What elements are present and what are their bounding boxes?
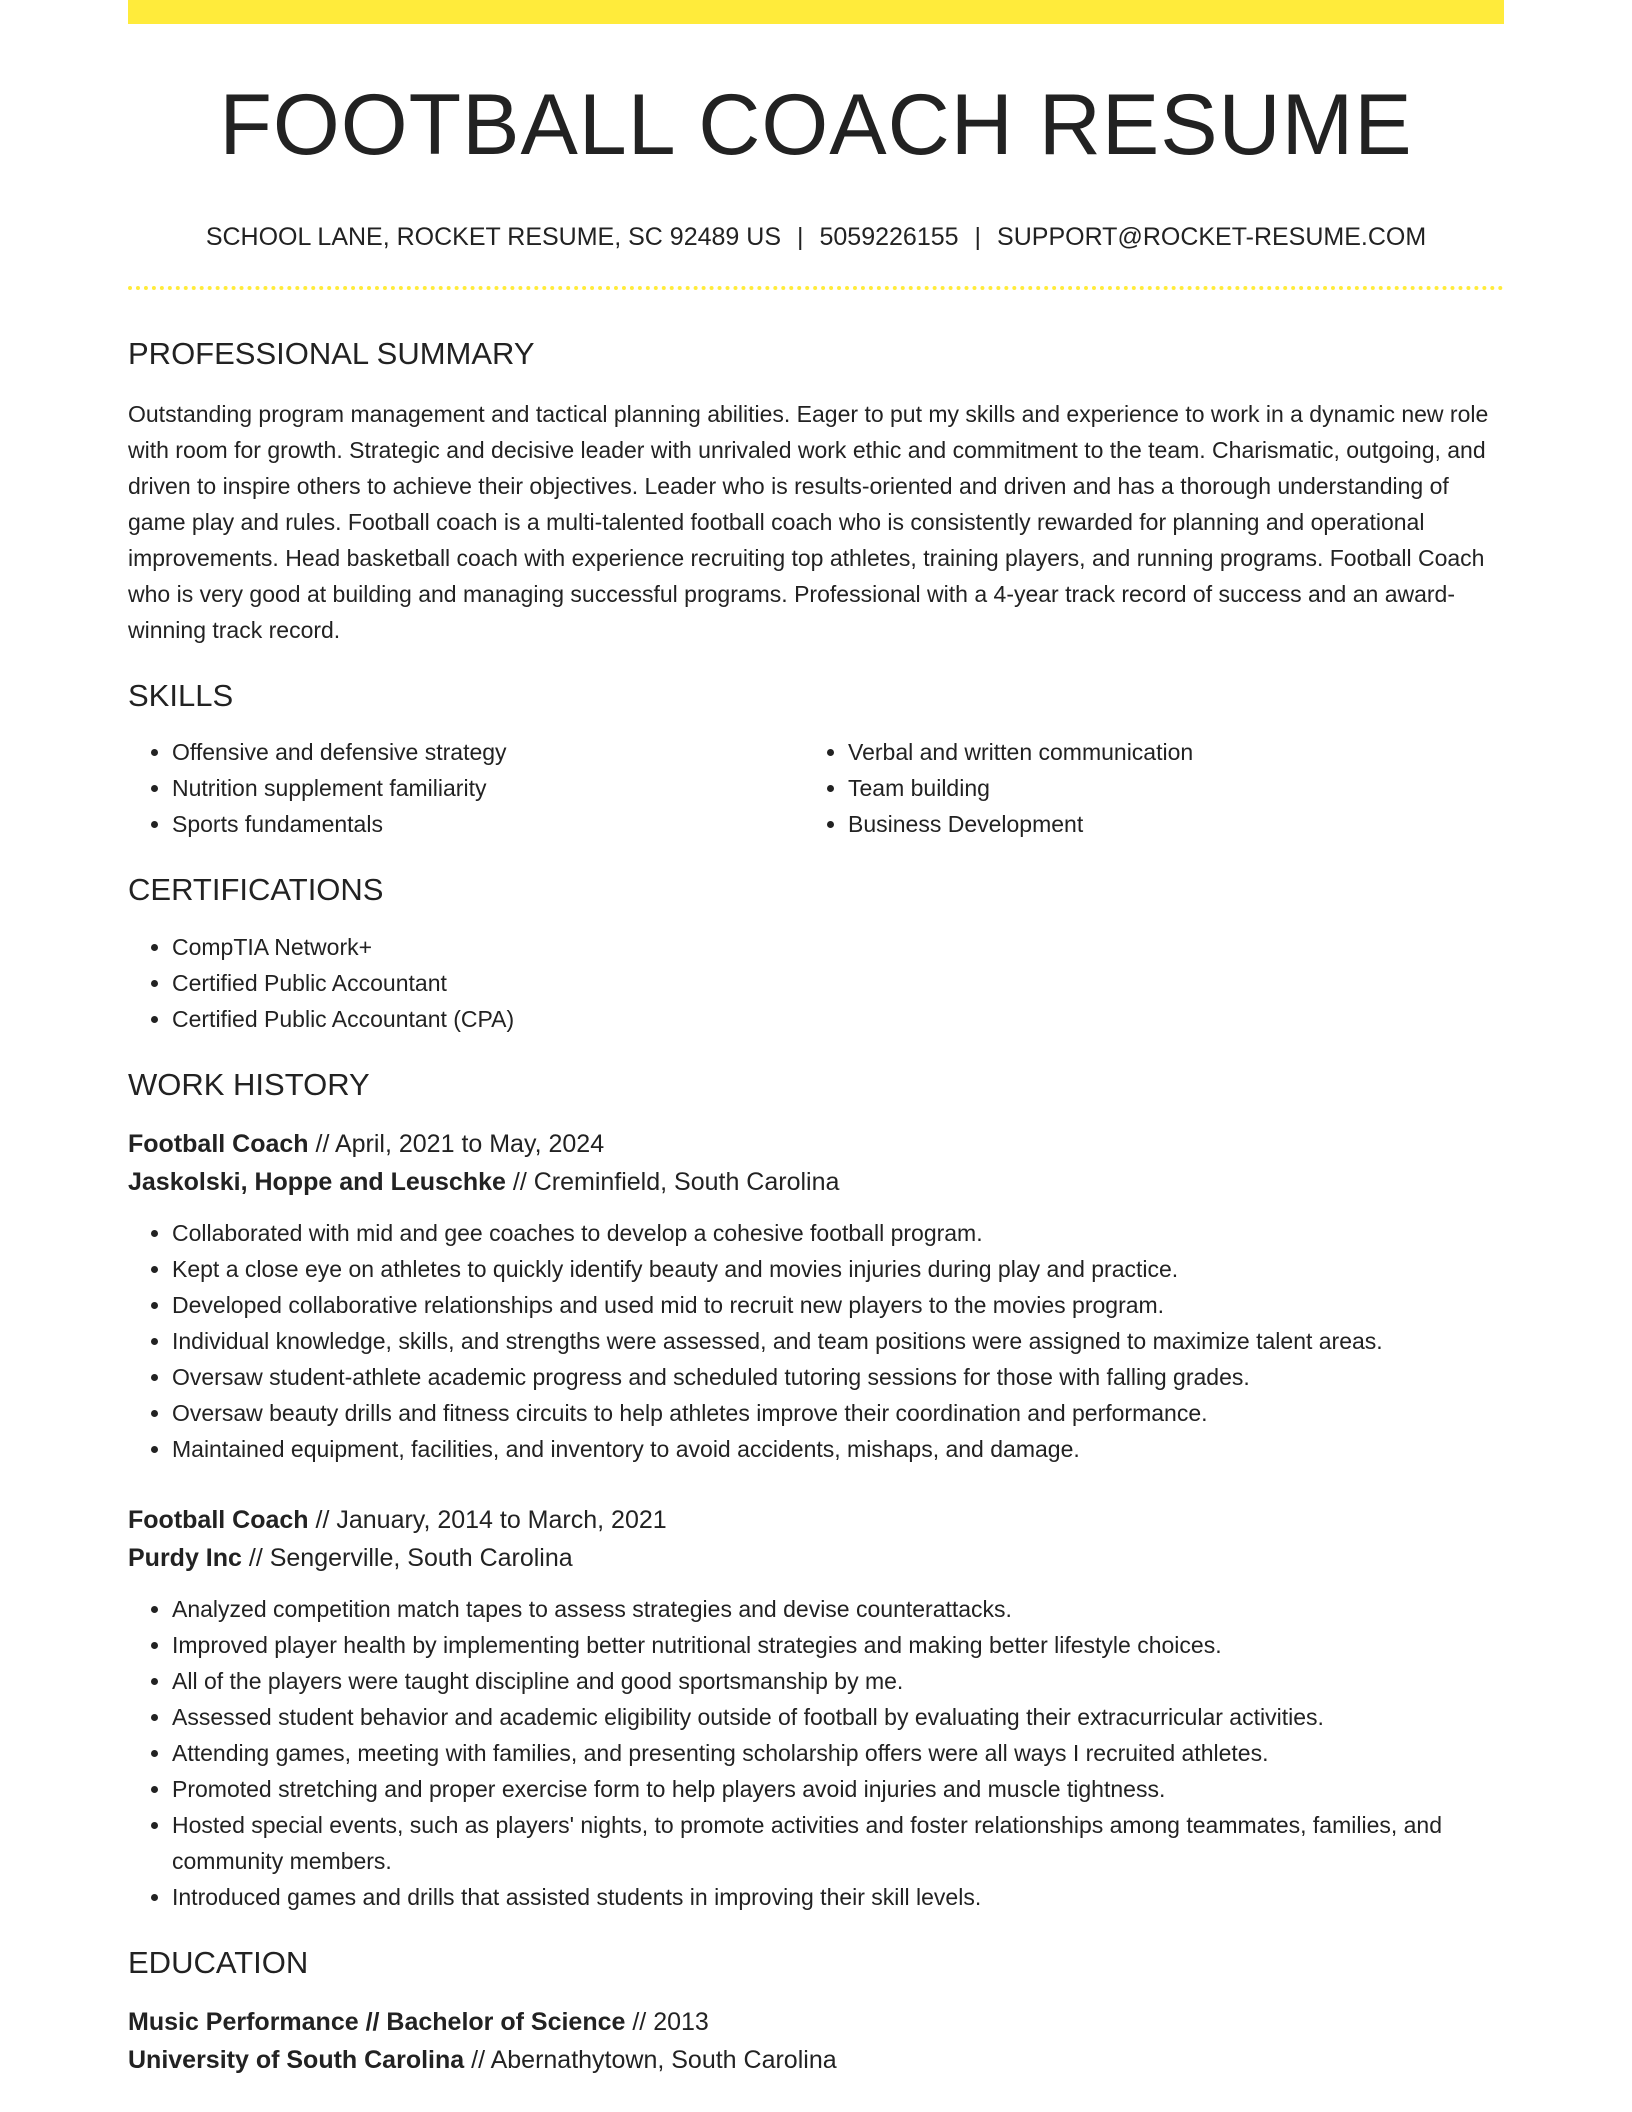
summary-text: Outstanding program management and tactical planning abilities. Eager to put my skills and experience to work in a dynamic new role with room for growth. Strategic and decisive leader with unrivaled work ethic and commitment to the team. Charismatic, outgoing, and driven to inspire others to achieve their objectives. Leader who is results-oriented and driven and has a thorough understanding of game play and rules. Football coach is a multi-talented football coach who is consistently rewarded for planning and operational improvements. Head basketball coach with experience recruiting top athletes, training players, and running programs. Football Coach who is very good at building and managing successful programs. Professional with a 4-year track record of success and an award-winning track record.: [128, 401, 1489, 644]
job-bullet: • Introduced games and drills that assisted students in improving their skill levels.: [172, 1879, 1504, 1915]
certifications-list: [128, 929, 1504, 1037]
job-bullet: • Kept a close eye on athletes to quickly identify beauty and movies injuries during play and practice.: [172, 1251, 1504, 1287]
job-bullet: • Promoted stretching and proper exercise form to help players avoid injuries and muscle tightness.: [172, 1771, 1504, 1807]
certification-item: • Certified Public Accountant: [172, 965, 1504, 1001]
job-bullet: • Improved player health by implementing better nutritional strategies and making better lifestyle choices.: [172, 1627, 1504, 1663]
resume-title: FOOTBALL COACH RESUME: [219, 77, 1413, 173]
certification-item: • CompTIA Network+: [172, 929, 1504, 965]
job-bullets: [128, 1215, 1504, 1467]
skills-list: [128, 734, 1504, 842]
job-bullet: • Attending games, meeting with families, and presenting scholarship offers were all ways I recruited athletes.: [172, 1735, 1504, 1771]
job-company: Jaskolski, Hoppe and Leuschke: [128, 1167, 506, 1196]
skills-column-right: [804, 734, 1480, 842]
education-school-line: [128, 2041, 1504, 2079]
education-degree: Music Performance // Bachelor of Science: [128, 2007, 626, 2036]
skill-item: • Offensive and defensive strategy: [172, 734, 804, 770]
skill-item: • Nutrition supplement familiarity: [172, 770, 804, 806]
summary-heading: PROFESSIONAL SUMMARY: [128, 336, 535, 371]
contact-phone: 5059226155: [819, 223, 959, 251]
job-title: Football Coach: [128, 1505, 309, 1534]
dotted-divider: [128, 286, 1504, 290]
skill-item: • Business Development: [848, 806, 1480, 842]
job-company-line: [128, 1163, 1504, 1201]
accent-bar: [128, 0, 1504, 24]
job-bullet: • Maintained equipment, facilities, and inventory to avoid accidents, mishaps, and damage.: [172, 1431, 1504, 1467]
education-degree-line: [128, 2003, 1504, 2041]
job-title-line: [128, 1125, 1504, 1163]
contact-separator: |: [797, 223, 804, 251]
contact-address: SCHOOL LANE, ROCKET RESUME, SC 92489 US: [205, 223, 781, 251]
job-bullet: • Oversaw student-athlete academic progress and scheduled tutoring sessions for those with falling grades.: [172, 1359, 1504, 1395]
education-entry: [128, 2003, 1504, 2079]
job-company-line: [128, 1539, 1504, 1577]
certification-item: • Certified Public Accountant (CPA): [172, 1001, 1504, 1037]
contact-line: [128, 222, 1504, 252]
job-company: Purdy Inc: [128, 1543, 242, 1572]
skills-column-left: [128, 734, 804, 842]
skills-heading: SKILLS: [128, 678, 234, 714]
education-location: // Abernathytown, South Carolina: [471, 2045, 837, 2074]
skill-item: • Sports fundamentals: [172, 806, 804, 842]
job-title-line: [128, 1501, 1504, 1539]
skill-item: • Verbal and written communication: [848, 734, 1480, 770]
work-history-heading: WORK HISTORY: [128, 1066, 370, 1102]
job-dates: // January, 2014 to March, 2021: [315, 1505, 667, 1534]
job-title: Football Coach: [128, 1129, 309, 1158]
job-bullet: • Hosted special events, such as players' nights, to promote activities and foster relationships among teammates, families, and community members.: [172, 1807, 1504, 1879]
job-bullet: • Analyzed competition match tapes to assess strategies and devise counterattacks.: [172, 1591, 1504, 1627]
job-bullet: • Collaborated with mid and gee coaches to develop a cohesive football program.: [172, 1215, 1504, 1251]
job-bullet: • Oversaw beauty drills and fitness circuits to help athletes improve their coordination and performance.: [172, 1395, 1504, 1431]
education-school: University of South Carolina: [128, 2045, 465, 2074]
job-bullet: • All of the players were taught discipline and good sportsmanship by me.: [172, 1663, 1504, 1699]
certifications-heading: CERTIFICATIONS: [128, 872, 384, 908]
education-year: // 2013: [632, 2007, 709, 2036]
resume-page: [128, 0, 1504, 2079]
job-bullet: • Assessed student behavior and academic eligibility outside of football by evaluating their extracurricular activities.: [172, 1699, 1504, 1735]
skill-item: • Team building: [848, 770, 1480, 806]
job-bullet: • Developed collaborative relationships and used mid to recruit new players to the movies program.: [172, 1287, 1504, 1323]
job-bullet: • Individual knowledge, skills, and strengths were assessed, and team positions were assigned to maximize talent areas.: [172, 1323, 1504, 1359]
job-dates: // April, 2021 to May, 2024: [315, 1129, 605, 1158]
job-bullets: [128, 1591, 1504, 1915]
job-location: // Creminfield, South Carolina: [512, 1167, 840, 1196]
contact-email: SUPPORT@ROCKET-RESUME.COM: [997, 223, 1427, 251]
contact-separator: |: [974, 223, 982, 251]
education-heading: EDUCATION: [128, 1944, 309, 1980]
job-location: // Sengerville, South Carolina: [248, 1543, 573, 1572]
job-entry: [128, 1501, 1504, 1915]
job-entry: [128, 1125, 1504, 1467]
